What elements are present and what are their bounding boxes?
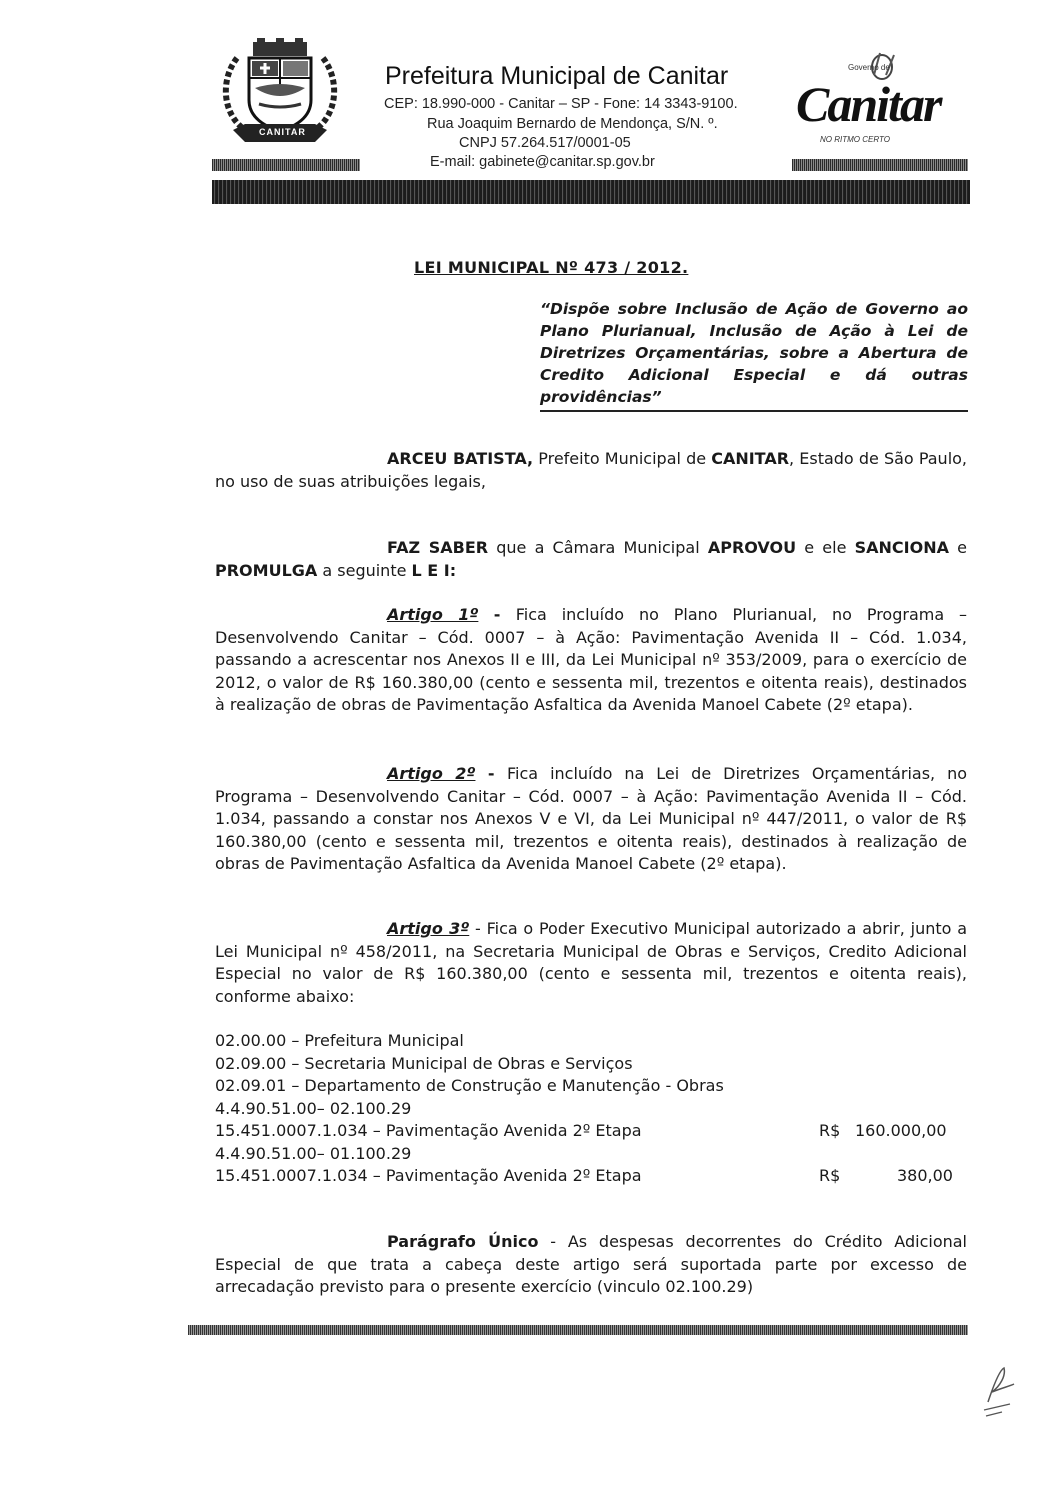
brand-slogan-text: NO RITMO CERTO [820, 135, 890, 144]
article-1 [215, 604, 967, 717]
budget-line [215, 1165, 975, 1188]
budget-line-text: 4.4.90.51.00– 02.100.29 [215, 1098, 412, 1118]
enact-text-3: e [949, 538, 968, 557]
preamble-paragraph [215, 448, 967, 493]
header-address-line: CEP: 18.990-000 - Canitar – SP - Fone: 14 3343-9100. [384, 96, 738, 112]
enact-text-4: a seguinte [317, 560, 412, 580]
budget-line [215, 1120, 975, 1143]
footer-divider-bar [188, 1325, 968, 1335]
budget-line-text: 02.09.01 – Departamento de Construção e Manutenção - Obras [215, 1076, 724, 1095]
sole-paragraph-text: As despesas decorrentes do Crédito Adicional Especial de que trata a cabeça deste artigo será suportada parte por excesso de arrecadação previsto para o presente exercício (vinculo 02.100.29) [215, 1232, 967, 1296]
budget-line-text: 15.451.0007.1.034 – Pavimentação Avenida 2º Etapa [215, 1121, 642, 1140]
header-email-line: E-mail: gabinete@canitar.sp.gov.br [430, 154, 655, 170]
budget-amount: 160.000,00 [855, 1121, 947, 1140]
enactment-paragraph [215, 537, 967, 582]
budget-allocation-list [215, 1030, 975, 1188]
header-street-line: Rua Joaquim Bernardo de Mendonça, S/N. º. [427, 116, 718, 132]
crest-banner-text: CANITAR [259, 127, 306, 137]
article-2-label: Artigo 2º [387, 764, 476, 783]
sole-paragraph-dash: - [538, 1232, 568, 1251]
preamble-text: Prefeito Municipal de [533, 449, 712, 468]
header-cnpj-line: CNPJ 57.264.517/0001-05 [459, 135, 631, 151]
budget-line-text: 4.4.90.51.00– 01.100.29 [215, 1143, 412, 1163]
city-name: CANITAR [711, 449, 790, 468]
sole-paragraph [215, 1231, 967, 1299]
article-2-text: Fica incluído na Lei de Diretrizes Orçamentárias, no Programa – Desenvolvendo Canitar – Cód. 0007 – à Ação: Pavimentação Avenida II – Cód. 1.034, passando a constar nos Anexos V e VI, da Lei Municipal nº 447/2011, o valor de R$ 160.380,00 (cento e sessenta mil, trezentos e oitenta reais), destinados à realização de obras de Pavimentação Asfaltica da Avenida Manoel Cabete (2º etapa). [215, 764, 968, 873]
enact-text-1: que a Câmara Municipal [488, 538, 708, 557]
header-title: Prefeitura Municipal de Canitar [385, 62, 729, 90]
preamble-text-end: , Estado de São Paulo, no uso de suas atribuições legais, [215, 449, 968, 491]
budget-line [215, 1143, 975, 1166]
enact-sanciona: SANCIONA [854, 538, 949, 557]
article-1-dash: - [478, 605, 516, 624]
budget-line [215, 1053, 975, 1076]
budget-currency: R$ [819, 1166, 841, 1185]
mayor-name: ARCEU BATISTA, [387, 449, 534, 468]
enact-faz-saber: FAZ SABER [387, 538, 489, 557]
law-title: LEI MUNICIPAL Nº 473 / 2012. [414, 258, 689, 277]
enact-text-2: e ele [796, 538, 855, 557]
budget-line-text: 15.451.0007.1.034 – Pavimentação Avenida 2º Etapa [215, 1166, 642, 1185]
brand-name-text: Canitar [796, 76, 941, 132]
budget-line [215, 1075, 975, 1098]
header-divider-bar [212, 180, 970, 204]
enact-promulga: PROMULGA [215, 560, 318, 580]
article-3-label: Artigo 3º [387, 919, 470, 938]
municipal-crest-logo [215, 38, 345, 150]
budget-line-text: 02.09.00 – Secretaria Municipal de Obras e Serviços [215, 1053, 633, 1073]
sole-paragraph-label: Parágrafo Único [387, 1232, 539, 1251]
article-2-dash: - [475, 764, 508, 783]
enact-aprovou: APROVOU [707, 538, 797, 557]
handwritten-initial-mark [980, 1362, 1020, 1418]
governo-canitar-logo [790, 45, 950, 155]
article-1-label: Artigo 1º [387, 605, 479, 624]
article-3-text: Fica o Poder Executivo Municipal autorizado a abrir, junto a Lei Municipal nº 458/2011, na Secretaria Municipal de Obras e Serviços, Credito Adicional Especial no valor de R$ 160.380,00 (cento e sessenta mil, trezentos e oitenta reais), conforme abaixo: [215, 919, 968, 1006]
budget-line [215, 1030, 975, 1053]
article-2 [215, 763, 967, 876]
header-left-bar [212, 159, 360, 171]
article-1-text: Fica incluído no Plano Plurianual, no Programa – Desenvolvendo Canitar – Cód. 0007 – à Ação: Pavimentação Avenida II – Cód. 1.034, passando a acrescentar nos Anexos II e III, da Lei Municipal nº 353/2009, para o exercício de 2012, o valor de R$ 160.380,00 (cento e sessenta mil, trezentos e oitenta reais), destinados à realização de obras de Pavimentação Asfaltica da Avenida Manoel Cabete (2º etapa). [215, 605, 968, 714]
budget-line-text: 02.00.00 – Prefeitura Municipal [215, 1031, 464, 1050]
brand-top-text: Governo de [848, 63, 890, 72]
article-3-dash: - [469, 919, 487, 938]
header-right-bar [792, 159, 968, 171]
law-summary: “Dispõe sobre Inclusão de Ação de Governo ao Plano Plurianual, Inclusão de Ação à Lei de Diretrizes Orçamentárias, sobre a Abertura de Credito Adicional Especial e dá outras providências” [540, 298, 968, 412]
budget-currency: R$ [819, 1121, 841, 1140]
enact-lei: L E I: [411, 560, 457, 580]
budget-amount: 380,00 [897, 1166, 953, 1185]
budget-line [215, 1098, 975, 1121]
article-3 [215, 918, 967, 1008]
